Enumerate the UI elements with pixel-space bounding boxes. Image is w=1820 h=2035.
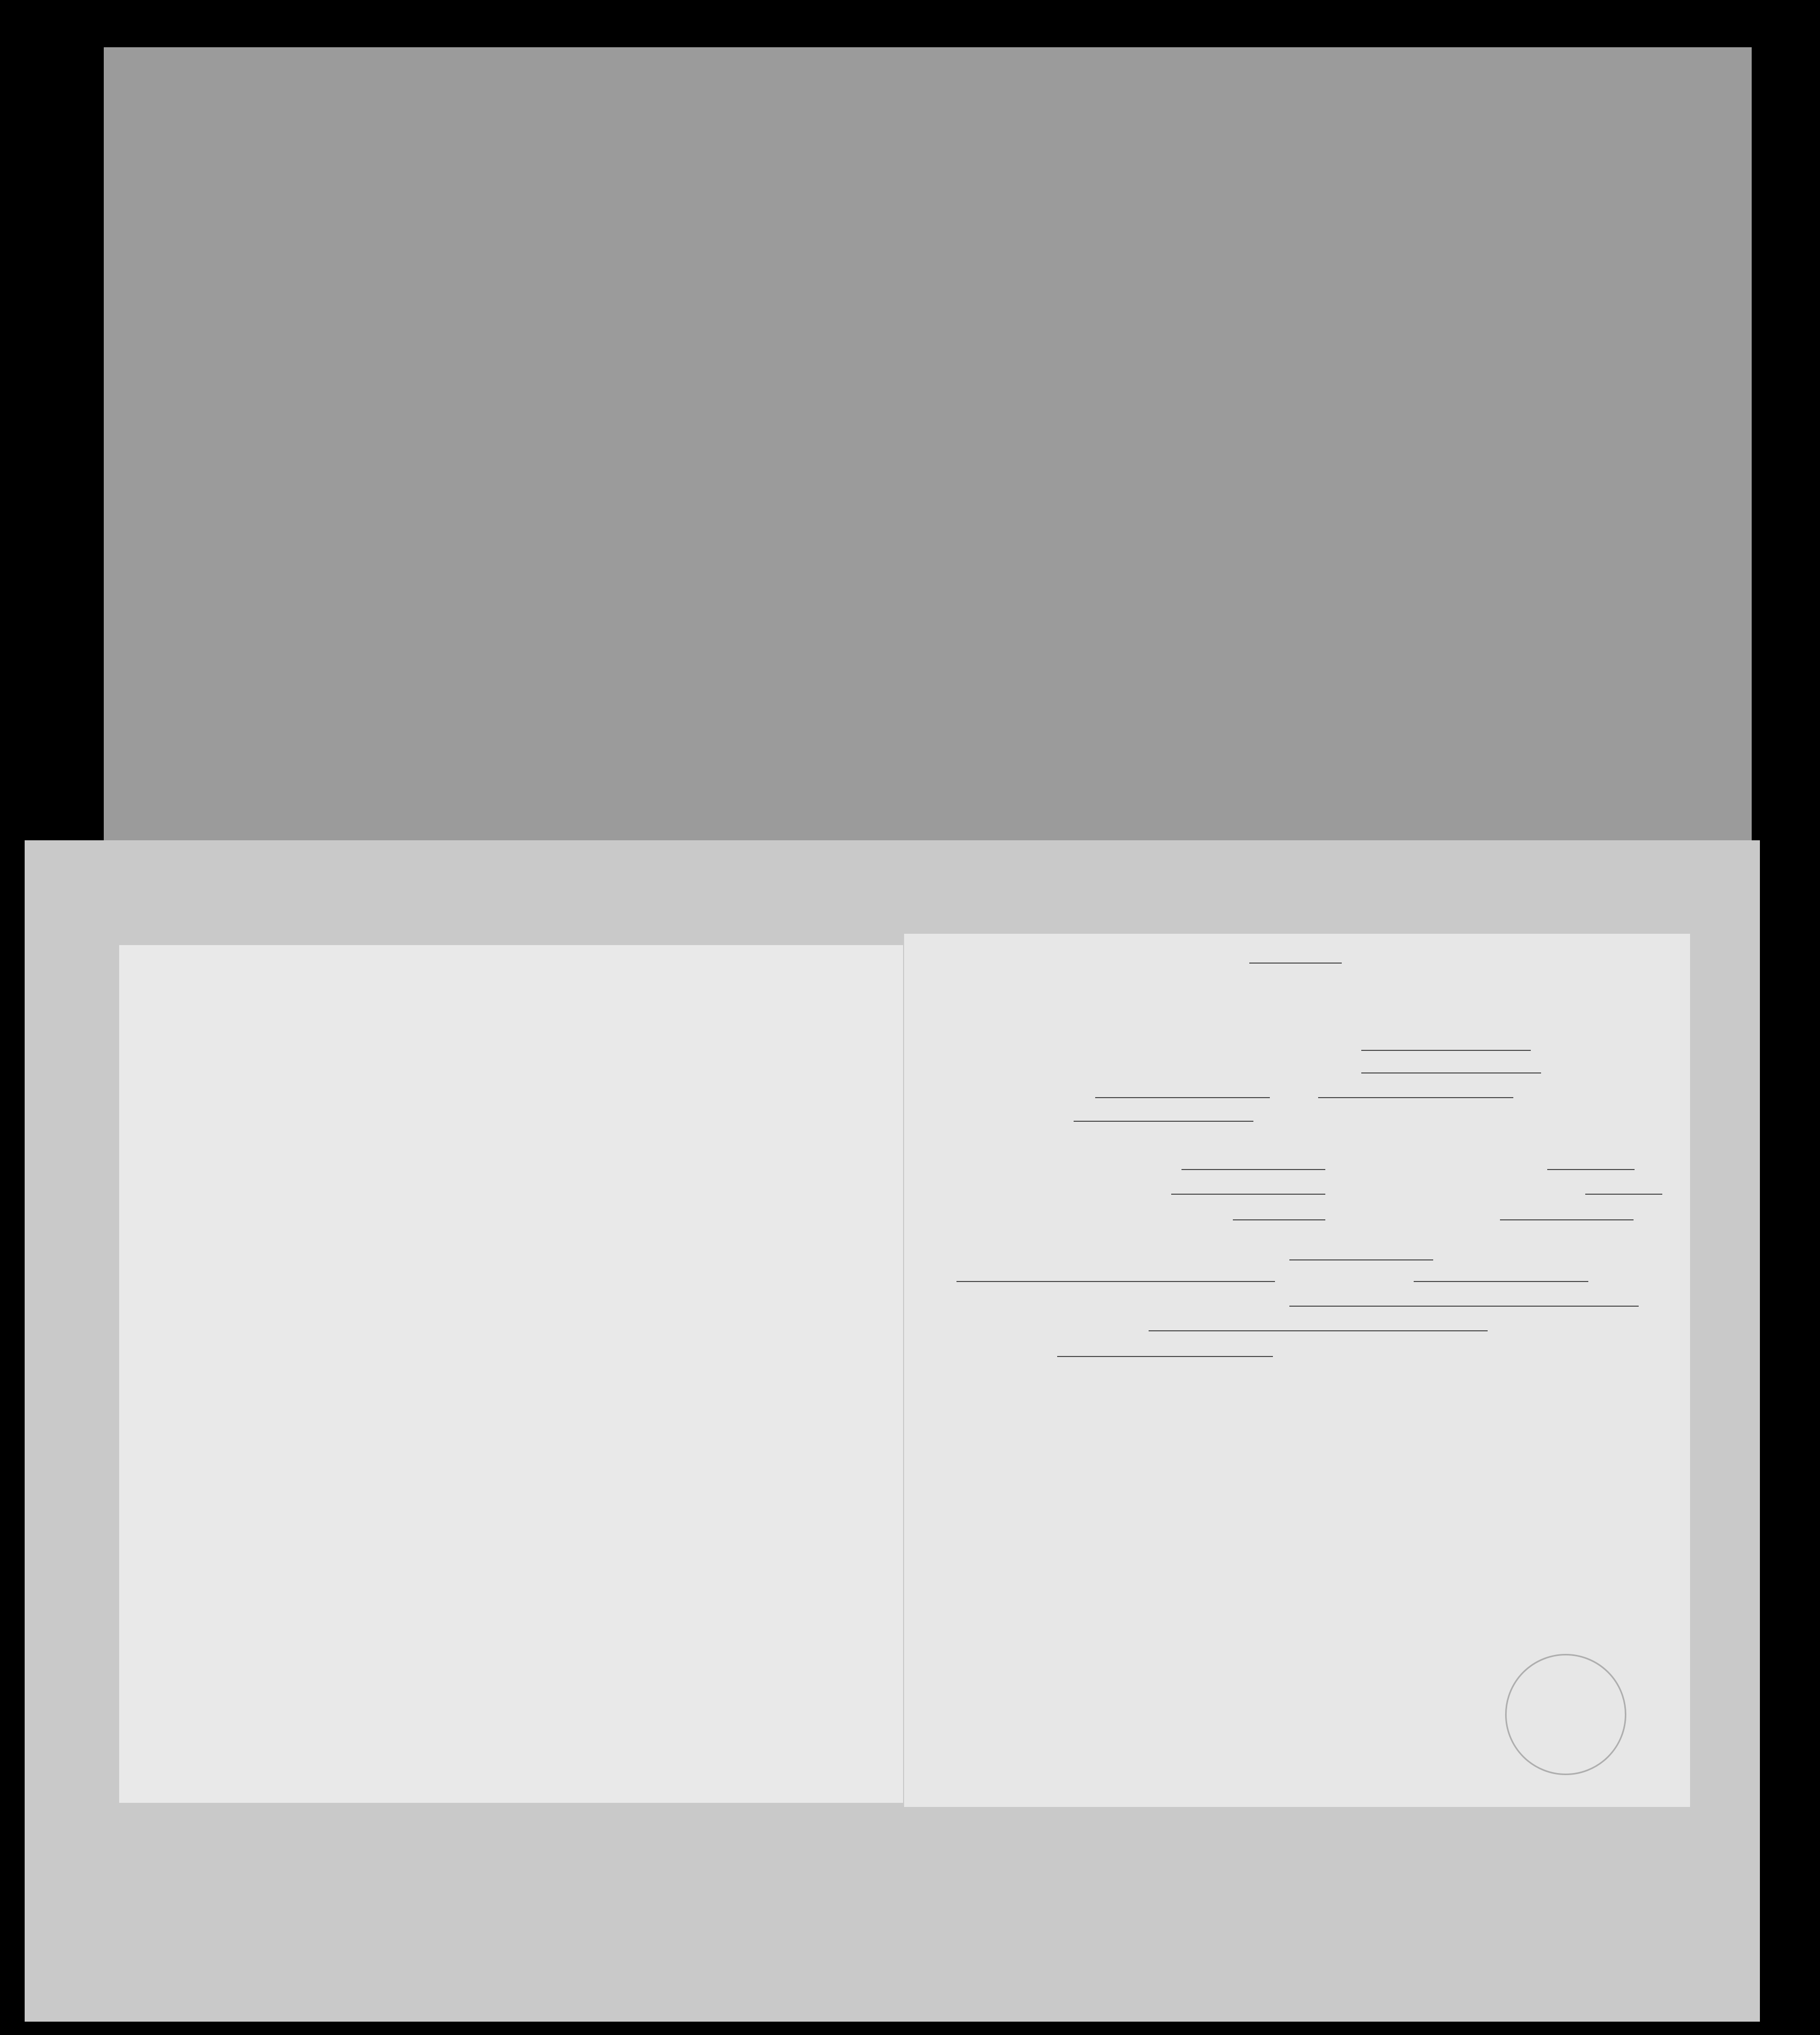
- crew-row: [152, 959, 521, 982]
- crew-row: [152, 1013, 521, 1035]
- voyage-rule: [1057, 1356, 1273, 1357]
- crew-row: [152, 986, 521, 1009]
- heading-rule: [1249, 963, 1342, 964]
- top-manifest-sheet: [104, 47, 1752, 955]
- deserted-rule: [1547, 1169, 1635, 1170]
- total-crew-arrival-rule: [1181, 1169, 1325, 1170]
- date-rule: [1361, 1072, 1541, 1073]
- signed-on-rule: [1233, 1219, 1325, 1220]
- via-rule: [1149, 1330, 1488, 1331]
- discharged-rule: [1171, 1194, 1325, 1195]
- crew-row: [152, 1040, 521, 1062]
- consignee-rule: [956, 1281, 1275, 1282]
- hospital-rule: [1585, 1194, 1662, 1195]
- ship-rule: [1318, 1097, 1513, 1098]
- from-port-rule: [1074, 1121, 1253, 1122]
- pier-rule: [1414, 1281, 1588, 1282]
- nationality-rule: [1095, 1097, 1270, 1098]
- total-crew-date-rule: [1500, 1219, 1634, 1220]
- port-rule: [1361, 1050, 1531, 1051]
- destination-rule: [1289, 1306, 1639, 1307]
- arrived-rule: [1289, 1259, 1433, 1260]
- round-postmark: [1505, 1654, 1626, 1775]
- left-page: [119, 945, 903, 1803]
